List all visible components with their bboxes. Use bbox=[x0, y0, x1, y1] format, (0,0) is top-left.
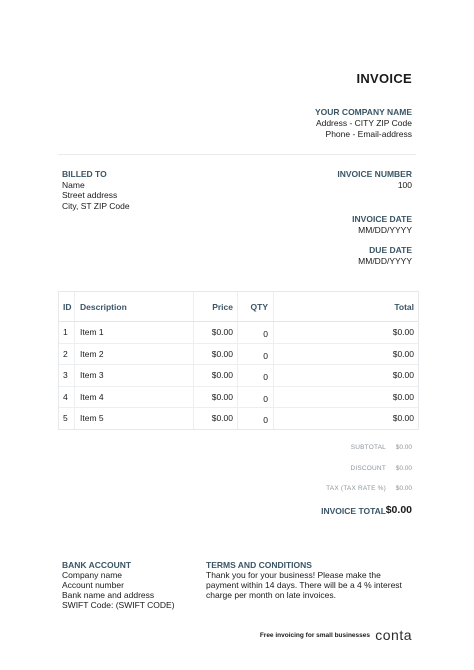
row-total: $0.00 bbox=[392, 348, 414, 359]
row-price: $0.00 bbox=[194, 365, 238, 386]
conta-logo: conta bbox=[375, 627, 412, 643]
invoice-total-label: INVOICE TOTAL bbox=[321, 506, 386, 516]
footer-text: Free invoicing for small businesses bbox=[259, 632, 370, 639]
row-qty: 0 bbox=[238, 322, 274, 343]
billed-city: City, ST ZIP Code bbox=[62, 200, 130, 211]
invoice-date-block bbox=[352, 214, 412, 236]
row-qty: 0 bbox=[238, 387, 274, 408]
bank-swift: SWIFT Code: (SWIFT CODE) bbox=[62, 600, 175, 610]
row-total: $0.00 bbox=[392, 413, 414, 424]
billed-to-heading: BILLED TO bbox=[62, 169, 107, 179]
row-description: Item 1 bbox=[75, 322, 194, 343]
bank-account-number: Account number bbox=[62, 580, 124, 590]
header-total: Total bbox=[394, 301, 414, 312]
due-date: MM/DD/YYYY bbox=[358, 256, 412, 266]
company-block bbox=[315, 107, 412, 140]
row-price: $0.00 bbox=[194, 408, 238, 429]
due-date-label: DUE DATE bbox=[369, 245, 412, 255]
row-price: $0.00 bbox=[194, 322, 238, 343]
due-date-block bbox=[358, 245, 412, 267]
row-id: 1 bbox=[59, 322, 75, 343]
table-row bbox=[59, 408, 418, 429]
table-row bbox=[59, 387, 418, 409]
invoice-title: INVOICE bbox=[356, 71, 412, 86]
table-header-row bbox=[59, 292, 418, 322]
company-contact: Phone - Email-address bbox=[325, 129, 412, 139]
row-total: $0.00 bbox=[392, 391, 414, 402]
divider bbox=[58, 154, 416, 155]
invoice-number: 100 bbox=[397, 180, 412, 190]
header-id: ID bbox=[59, 292, 75, 321]
row-qty: 0 bbox=[238, 408, 274, 429]
items-table bbox=[58, 291, 419, 430]
header-price: Price bbox=[194, 292, 238, 321]
discount-value: $0.00 bbox=[395, 465, 412, 472]
row-description: Item 5 bbox=[75, 408, 194, 429]
bank-name: Bank name and address bbox=[62, 590, 155, 600]
header-qty: QTY bbox=[238, 292, 274, 321]
table-row bbox=[59, 344, 418, 366]
row-price: $0.00 bbox=[194, 387, 238, 408]
invoice-total-value: $0.00 bbox=[385, 504, 412, 516]
invoice-date: MM/DD/YYYY bbox=[358, 225, 412, 235]
tax-value: $0.00 bbox=[395, 485, 412, 492]
billed-street: Street address bbox=[62, 190, 118, 200]
terms-block bbox=[206, 560, 406, 600]
bank-company: Company name bbox=[62, 570, 123, 580]
subtotal-value: $0.00 bbox=[395, 444, 412, 451]
tax-label: TAX (TAX RATE %) bbox=[326, 485, 386, 492]
subtotal-label: SUBTOTAL bbox=[350, 444, 386, 451]
invoice-date-label: INVOICE DATE bbox=[352, 214, 412, 224]
row-id: 3 bbox=[59, 365, 75, 386]
company-name: YOUR COMPANY NAME bbox=[315, 107, 412, 117]
table-row bbox=[59, 365, 418, 387]
row-price: $0.00 bbox=[194, 344, 238, 365]
row-description: Item 3 bbox=[75, 365, 194, 386]
row-id: 2 bbox=[59, 344, 75, 365]
row-total: $0.00 bbox=[392, 327, 414, 338]
billed-name: Name bbox=[62, 179, 85, 190]
row-total: $0.00 bbox=[392, 370, 414, 381]
header-description: Description bbox=[75, 292, 194, 321]
row-description: Item 4 bbox=[75, 387, 194, 408]
table-row bbox=[59, 322, 418, 344]
company-address: Address - CITY ZIP Code bbox=[315, 118, 412, 128]
row-id: 4 bbox=[59, 387, 75, 408]
terms-text: Thank you for your business! Please make the payment within 14 days. There will be a 4 % interest charge per month on late invoices. bbox=[206, 570, 402, 600]
billed-to-block bbox=[62, 169, 130, 211]
row-description: Item 2 bbox=[75, 344, 194, 365]
terms-heading: TERMS AND CONDITIONS bbox=[206, 560, 312, 570]
row-id: 5 bbox=[59, 408, 75, 429]
invoice-number-label: INVOICE NUMBER bbox=[337, 169, 412, 179]
invoice-number-block bbox=[337, 169, 412, 191]
bank-heading: BANK ACCOUNT bbox=[62, 560, 132, 570]
row-qty: 0 bbox=[238, 344, 274, 365]
row-qty: 0 bbox=[238, 365, 274, 386]
discount-label: DISCOUNT bbox=[350, 465, 386, 472]
bank-account-block bbox=[62, 560, 175, 610]
